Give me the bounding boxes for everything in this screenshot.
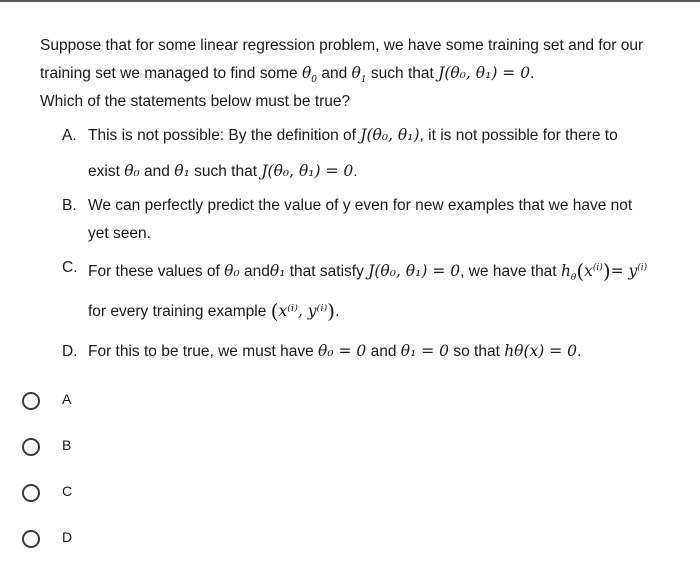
question-stem: [40, 35, 670, 119]
statement-a-theta0: θ₀: [124, 162, 140, 180]
statement-c-text-3: , we have that: [460, 263, 557, 280]
statement-c-line-2: [88, 297, 670, 325]
statement-a-text-2: , it is not possible for there to: [419, 127, 618, 144]
statement-b: [62, 195, 670, 245]
statement-d-line-1: [88, 341, 670, 363]
choice-b[interactable]: [22, 433, 222, 479]
choice-d[interactable]: [22, 525, 222, 571]
and-word: and: [321, 65, 348, 82]
statement-c-period: .: [335, 303, 340, 320]
statement-d: [62, 341, 670, 363]
statement-b-letter: B.: [62, 197, 77, 214]
statement-c-pair: (x⁽ⁱ⁾, y⁽ⁱ⁾): [270, 299, 336, 323]
cost-equation: J(θ₀, θ₁) = 0: [438, 64, 531, 82]
question-line-2-mid: such that: [370, 65, 434, 82]
choice-a[interactable]: [22, 387, 222, 433]
statement-a-cost: J(θ₀, θ₁): [360, 126, 420, 144]
statement-c-text-2: that satisfy: [289, 263, 364, 280]
statement-a: [62, 125, 670, 183]
statement-a-line-2: [88, 161, 670, 183]
radio-button-c[interactable]: [22, 484, 40, 502]
statement-b-line-1: We can perfectly predict the value of y even for new examples that we have not: [88, 197, 633, 214]
choice-b-label[interactable]: B: [62, 437, 72, 453]
theta-1: $\theta_1$: [351, 64, 367, 86]
statement-a-theta1: θ₁: [174, 162, 190, 180]
statement-c-text-4: for every training example: [88, 303, 267, 320]
statement-a-period: .: [353, 163, 358, 180]
statement-c-theta1: θ₁: [269, 262, 286, 280]
question-line-1: Suppose that for some linear regression problem, we have some training set and for our: [40, 37, 644, 54]
statement-c-letter: C.: [62, 259, 78, 276]
radio-button-d[interactable]: [22, 530, 40, 548]
top-border: [0, 0, 700, 2]
statement-d-eq3: hθ(x) = 0: [504, 342, 578, 360]
statement-d-and: and: [370, 343, 397, 360]
statement-a-line-1: [88, 125, 670, 161]
statement-a-letter: A.: [62, 127, 77, 144]
statement-d-text-2: so that: [453, 343, 500, 360]
choice-c[interactable]: [22, 479, 222, 525]
radio-button-a[interactable]: [22, 392, 40, 410]
choice-d-label[interactable]: D: [62, 529, 73, 545]
choice-a-label[interactable]: A: [62, 391, 72, 407]
statement-c-text-1: For these values of: [88, 263, 220, 280]
statement-c-line-1: [88, 257, 670, 297]
question-line-2: [40, 63, 670, 91]
theta-0: $\theta_0$: [301, 64, 318, 86]
statement-c-and: and: [244, 263, 270, 280]
statement-a-text-3: exist: [88, 163, 120, 180]
statement-a-text-4: such that: [194, 163, 257, 180]
question-line-2-post: .: [530, 65, 535, 82]
statement-d-period: .: [577, 343, 582, 360]
statement-a-eq: J(θ₀, θ₁) = 0: [261, 162, 354, 180]
statement-c-hypothesis: $h_\theta(x^{(i)})= y^{(i)}$: [560, 259, 648, 284]
question-line-2-pre: training set we managed to find some: [40, 65, 298, 82]
statement-a-and: and: [144, 163, 170, 180]
statement-b-line-2: yet seen.: [88, 225, 151, 242]
choice-c-label[interactable]: C: [62, 483, 73, 499]
statement-d-eq1: θ₀ = 0: [318, 342, 367, 360]
statement-c: [62, 257, 670, 325]
statement-c-theta0: θ₀: [224, 262, 240, 280]
statement-d-text-1: For this to be true, we must have: [88, 343, 314, 360]
statement-d-letter: D.: [62, 343, 78, 360]
question-line-3: Which of the statements below must be true?: [40, 93, 351, 110]
radio-button-b[interactable]: [22, 438, 40, 456]
statement-d-eq2: θ₁ = 0: [400, 342, 450, 360]
answer-choices: [22, 387, 222, 571]
statement-c-eq1: J(θ₀, θ₁) = 0: [368, 262, 461, 280]
statement-a-text-1: This is not possible: By the definition of: [88, 127, 356, 144]
